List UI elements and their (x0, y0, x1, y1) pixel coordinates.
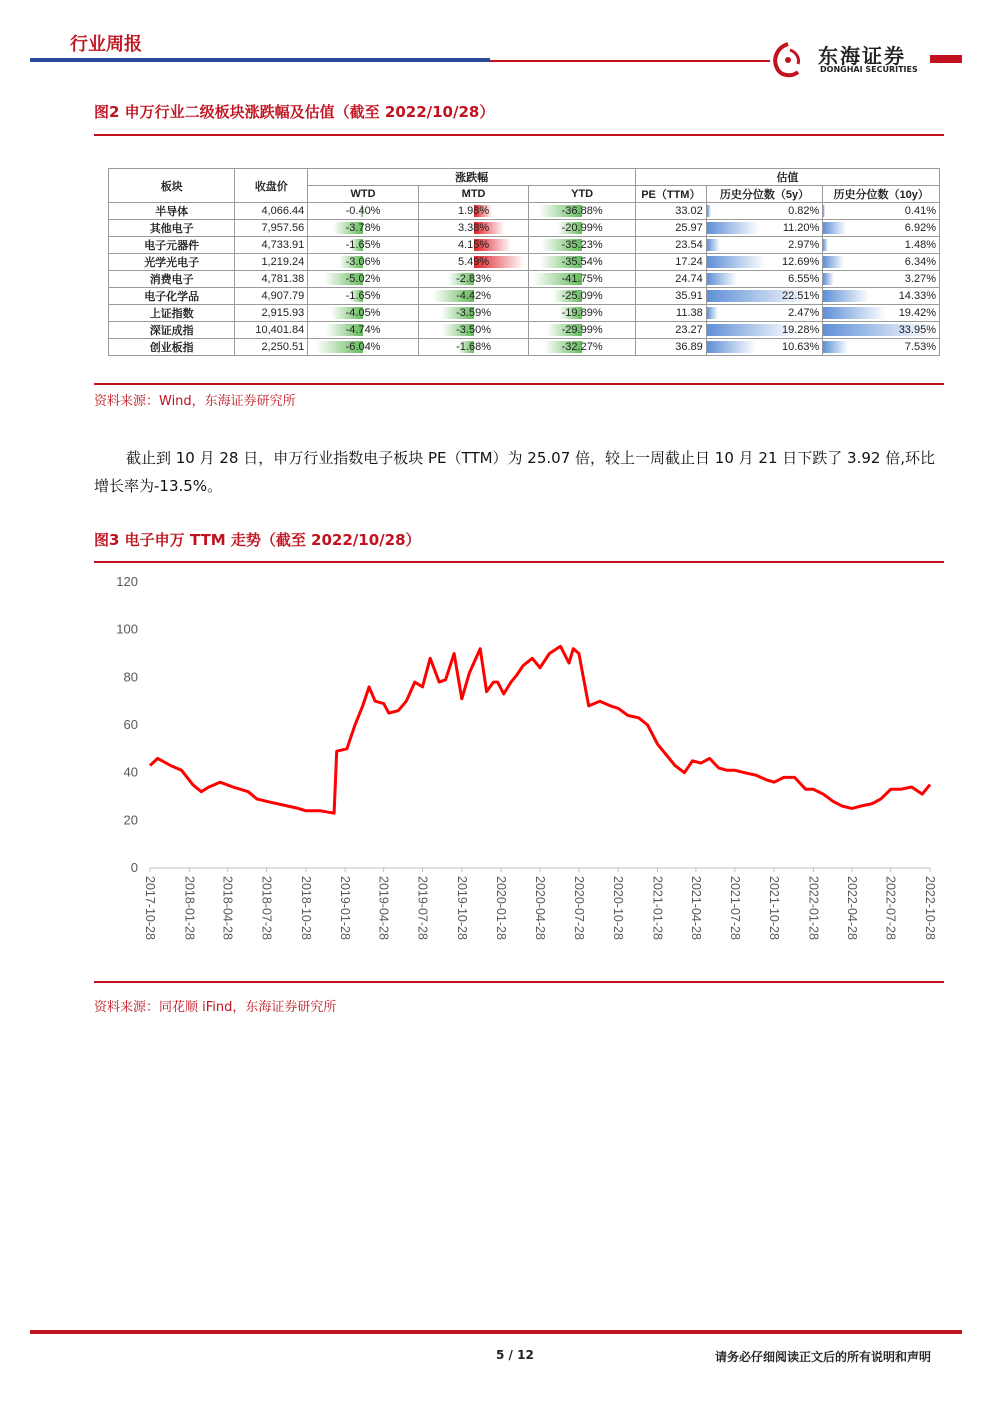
body-paragraph: 截止到 10 月 28 日，申万行业指数电子板块 PE（TTM）为 25.07 倍，较上一周截止日 10 月 21 日下跌了 3.92 倍,环比增长率为-13.5%。 (94, 449, 935, 495)
group-change-header: 涨跌幅 (308, 169, 636, 186)
cell-pct5-value: 0.82% (788, 205, 820, 217)
col-sector-header: 板块 (109, 169, 235, 203)
cell-pct5-value: 22.51% (782, 290, 820, 302)
donghai-logo-icon (768, 42, 808, 78)
cell-close: 7,957.56 (235, 220, 308, 237)
x-tick-label: 2022-10-28 (923, 876, 937, 940)
figure2-source: 资料来源：Wind，东海证券研究所 (94, 394, 296, 409)
cell-mtd (418, 220, 529, 237)
cell-pct10-bar (823, 273, 834, 285)
x-tick-label: 2020-10-28 (611, 876, 626, 940)
cell-wtd (308, 220, 419, 237)
cell-ytd (529, 271, 636, 288)
cell-wtd-value: -5.02% (345, 273, 381, 285)
cell-wtd-value: -6.04% (345, 341, 381, 353)
x-tick-label: 2021-07-28 (727, 876, 742, 940)
figure3-source: 资料来源：同花顺 iFind，东海证券研究所 (94, 1000, 337, 1015)
cell-close: 1,219.24 (235, 254, 308, 271)
cell-sector: 电子化学品 (109, 288, 235, 305)
cell-ytd (529, 339, 636, 356)
cell-ytd (529, 288, 636, 305)
x-tick-label: 2019-01-28 (338, 876, 353, 940)
y-tick-label: 20 (123, 812, 138, 828)
cell-pct10-value: 19.42% (898, 307, 936, 319)
cell-pct5-bar (707, 205, 711, 217)
cell-pct5 (706, 305, 823, 322)
cell-pe: 36.89 (635, 339, 706, 356)
cell-pct10 (823, 339, 940, 356)
col-pct5-header: 历史分位数（5y） (706, 186, 823, 203)
cell-pct5 (706, 288, 823, 305)
cell-pct10-value: 3.27% (904, 273, 936, 285)
cell-pct10-value: 7.53% (904, 341, 936, 353)
cell-sector: 上证指数 (109, 305, 235, 322)
cell-pe: 33.02 (635, 203, 706, 220)
cell-pct5-bar (707, 273, 737, 285)
table-row (109, 237, 940, 254)
cell-mtd-value: -4.42% (456, 290, 491, 302)
header-divider-red (490, 60, 770, 62)
x-tick-label: 2022-07-28 (883, 876, 898, 940)
col-close-header: 收盘价 (235, 169, 308, 203)
cell-pct10-bar (823, 205, 824, 217)
x-tick-label: 2018-01-28 (182, 876, 197, 940)
cell-wtd (308, 322, 419, 339)
cell-mtd-value: -2.83% (456, 273, 491, 285)
figure3-title: 图3 电子申万 TTM 走势（截至 2022/10/28） (94, 531, 421, 549)
cell-ytd (529, 237, 636, 254)
table-row (109, 254, 940, 271)
cell-pct5 (706, 271, 823, 288)
cell-close: 2,915.93 (235, 305, 308, 322)
x-tick-label: 2021-01-28 (650, 876, 665, 940)
sector-valuation-table (108, 168, 940, 356)
cell-sector: 消费电子 (109, 271, 235, 288)
col-mtd-header: MTD (418, 186, 529, 203)
cell-wtd (308, 271, 419, 288)
cell-pct10-value: 0.41% (904, 205, 936, 217)
cell-wtd-value: -4.74% (345, 324, 381, 336)
cell-wtd-value: -3.06% (345, 256, 381, 268)
x-tick-label: 2018-07-28 (259, 876, 274, 940)
x-tick-label: 2020-07-28 (571, 876, 586, 940)
cell-pct10 (823, 322, 940, 339)
cell-pct5 (706, 203, 823, 220)
cell-wtd-value: -1.65% (345, 290, 381, 302)
cell-mtd (418, 254, 529, 271)
cell-sector: 光学光电子 (109, 254, 235, 271)
col-ytd-header: YTD (529, 186, 636, 203)
cell-pct10-bar (823, 341, 847, 353)
x-tick-label: 2021-10-28 (767, 876, 782, 940)
table-row (109, 305, 940, 322)
table-row (109, 220, 940, 237)
cell-wtd-value: -0.40% (345, 205, 381, 217)
cell-pct5-bar (707, 239, 721, 251)
col-pct10-header: 历史分位数（10y） (823, 186, 940, 203)
cell-pct10 (823, 203, 940, 220)
cell-mtd-value: -3.50% (456, 324, 491, 336)
cell-mtd-value: 1.98% (457, 205, 490, 217)
cell-ytd-value: -19.89% (561, 307, 603, 319)
cell-pct10 (823, 220, 940, 237)
group-valuation-header: 估值 (635, 169, 939, 186)
x-tick-label: 2019-07-28 (415, 876, 430, 940)
cell-pct5-bar (707, 222, 759, 234)
y-tick-label: 100 (116, 621, 138, 637)
logo-chinese-name: 东海证券 (818, 44, 906, 68)
cell-pe: 17.24 (635, 254, 706, 271)
cell-wtd-value: -4.05% (345, 307, 381, 319)
cell-pct10-value: 6.92% (904, 222, 936, 234)
cell-pct5-value: 10.63% (782, 341, 820, 353)
col-wtd-header: WTD (308, 186, 419, 203)
cell-ytd (529, 220, 636, 237)
cell-pct10 (823, 237, 940, 254)
cell-wtd (308, 288, 419, 305)
cell-wtd-value: -1.65% (345, 239, 381, 251)
cell-mtd-value: 3.38% (457, 222, 490, 234)
cell-pct5 (706, 254, 823, 271)
cell-wtd (308, 237, 419, 254)
cell-close: 4,066.44 (235, 203, 308, 220)
cell-mtd (418, 288, 529, 305)
cell-pct10-value: 33.95% (898, 324, 936, 336)
cell-ytd-value: -36.88% (561, 205, 603, 217)
x-tick-label: 2021-04-28 (688, 876, 703, 940)
cell-pct10-bar (823, 290, 869, 302)
cell-close: 4,733.91 (235, 237, 308, 254)
y-tick-label: 60 (123, 717, 138, 732)
cell-pct5-value: 2.97% (788, 239, 820, 251)
cell-mtd (418, 322, 529, 339)
cell-pe: 23.54 (635, 237, 706, 254)
y-tick-label: 40 (123, 764, 138, 780)
cell-ytd-value: -29.99% (561, 324, 603, 336)
cell-mtd (418, 339, 529, 356)
cell-ytd-value: -20.99% (561, 222, 603, 234)
cell-pct10-bar (823, 307, 885, 319)
logo-english-name: DONGHAI SECURITIES (820, 65, 918, 74)
cell-pct5-value: 12.69% (782, 256, 820, 268)
figure3-bottom-rule (94, 981, 944, 983)
pe-ttm-series-line (150, 646, 930, 813)
cell-pct10-bar (823, 256, 843, 268)
table-row (109, 203, 940, 220)
cell-ytd-value: -32.27% (561, 341, 603, 353)
cell-pct5 (706, 237, 823, 254)
x-tick-label: 2019-04-28 (376, 876, 391, 940)
table-row (109, 339, 940, 356)
cell-mtd-value: -3.59% (456, 307, 491, 319)
cell-close: 2,250.51 (235, 339, 308, 356)
cell-sector: 电子元器件 (109, 237, 235, 254)
cell-mtd-value: 5.49% (457, 256, 490, 268)
x-tick-label: 2018-10-28 (298, 876, 313, 940)
y-tick-label: 0 (130, 860, 138, 875)
figure2-top-rule (94, 134, 944, 136)
col-pe-header: PE（TTM） (635, 186, 706, 203)
x-tick-label: 2022-01-28 (806, 876, 821, 940)
cell-pct5-bar (707, 341, 756, 353)
y-tick-label: 80 (123, 669, 138, 685)
cell-close: 10,401.84 (235, 322, 308, 339)
cell-sector: 半导体 (109, 203, 235, 220)
cell-pct10-value: 6.34% (904, 256, 936, 268)
table-row (109, 322, 940, 339)
x-tick-label: 2020-01-28 (494, 876, 509, 940)
x-tick-label: 2019-10-28 (454, 876, 469, 940)
cell-mtd (418, 237, 529, 254)
cell-pe: 25.97 (635, 220, 706, 237)
cell-sector: 深证成指 (109, 322, 235, 339)
cell-pct5-bar (707, 256, 766, 268)
cell-pct10 (823, 271, 940, 288)
cell-ytd-value: -25.09% (561, 290, 603, 302)
page-number: 5 / 12 (496, 1348, 534, 1362)
cell-sector: 创业板指 (109, 339, 235, 356)
cell-wtd (308, 305, 419, 322)
cell-pct5-bar (707, 307, 718, 319)
cell-pct10 (823, 254, 940, 271)
x-tick-label: 2018-04-28 (220, 876, 235, 940)
cell-pe: 23.27 (635, 322, 706, 339)
cell-pct10-bar (823, 239, 828, 251)
pe-ttm-line-chart (94, 566, 944, 966)
cell-ytd-value: -35.54% (561, 256, 603, 268)
cell-pe: 11.38 (635, 305, 706, 322)
cell-wtd-value: -3.78% (345, 222, 381, 234)
cell-pct10-value: 14.33% (898, 290, 936, 302)
table-row (109, 271, 940, 288)
cell-wtd (308, 339, 419, 356)
cell-wtd (308, 254, 419, 271)
cell-ytd (529, 305, 636, 322)
cell-pct10 (823, 305, 940, 322)
cell-ytd (529, 254, 636, 271)
header-accent-block (930, 55, 962, 63)
cell-pct5-value: 2.47% (788, 307, 820, 319)
cell-pct10-value: 1.48% (904, 239, 936, 251)
cell-pct5 (706, 339, 823, 356)
cell-mtd-value: -1.68% (456, 341, 491, 353)
header-divider-blue (30, 58, 490, 62)
cell-ytd-value: -41.75% (561, 273, 603, 285)
cell-pct5-value: 19.28% (782, 324, 820, 336)
cell-pct10 (823, 288, 940, 305)
cell-mtd (418, 203, 529, 220)
cell-close: 4,907.79 (235, 288, 308, 305)
figure2-bottom-rule (94, 383, 944, 385)
cell-pe: 24.74 (635, 271, 706, 288)
cell-ytd (529, 322, 636, 339)
x-tick-label: 2020-04-28 (533, 876, 547, 940)
table-row (109, 288, 940, 305)
cell-pct10-bar (823, 222, 845, 234)
cell-wtd (308, 203, 419, 220)
x-tick-label: 2017-10-28 (143, 876, 157, 940)
cell-mtd (418, 271, 529, 288)
disclaimer-note: 请务必仔细阅读正文后的所有说明和声明 (715, 1350, 932, 1364)
cell-ytd (529, 203, 636, 220)
cell-pe: 35.91 (635, 288, 706, 305)
cell-pct5-value: 11.20% (782, 222, 820, 234)
x-tick-label: 2022-04-28 (844, 876, 859, 940)
figure3-top-rule (94, 561, 944, 563)
report-type-title: 行业周报 (70, 34, 142, 55)
figure2-title: 图2 申万行业二级板块涨跌幅及估值（截至 2022/10/28） (94, 103, 495, 121)
cell-close: 4,781.38 (235, 271, 308, 288)
cell-pct5 (706, 220, 823, 237)
cell-mtd-value: 4.15% (457, 239, 490, 251)
y-tick-label: 120 (116, 574, 138, 589)
cell-pct5-value: 6.55% (788, 273, 820, 285)
cell-ytd-value: -35.23% (561, 239, 603, 251)
footer-rule (30, 1330, 962, 1334)
cell-mtd (418, 305, 529, 322)
cell-sector: 其他电子 (109, 220, 235, 237)
cell-pct5 (706, 322, 823, 339)
